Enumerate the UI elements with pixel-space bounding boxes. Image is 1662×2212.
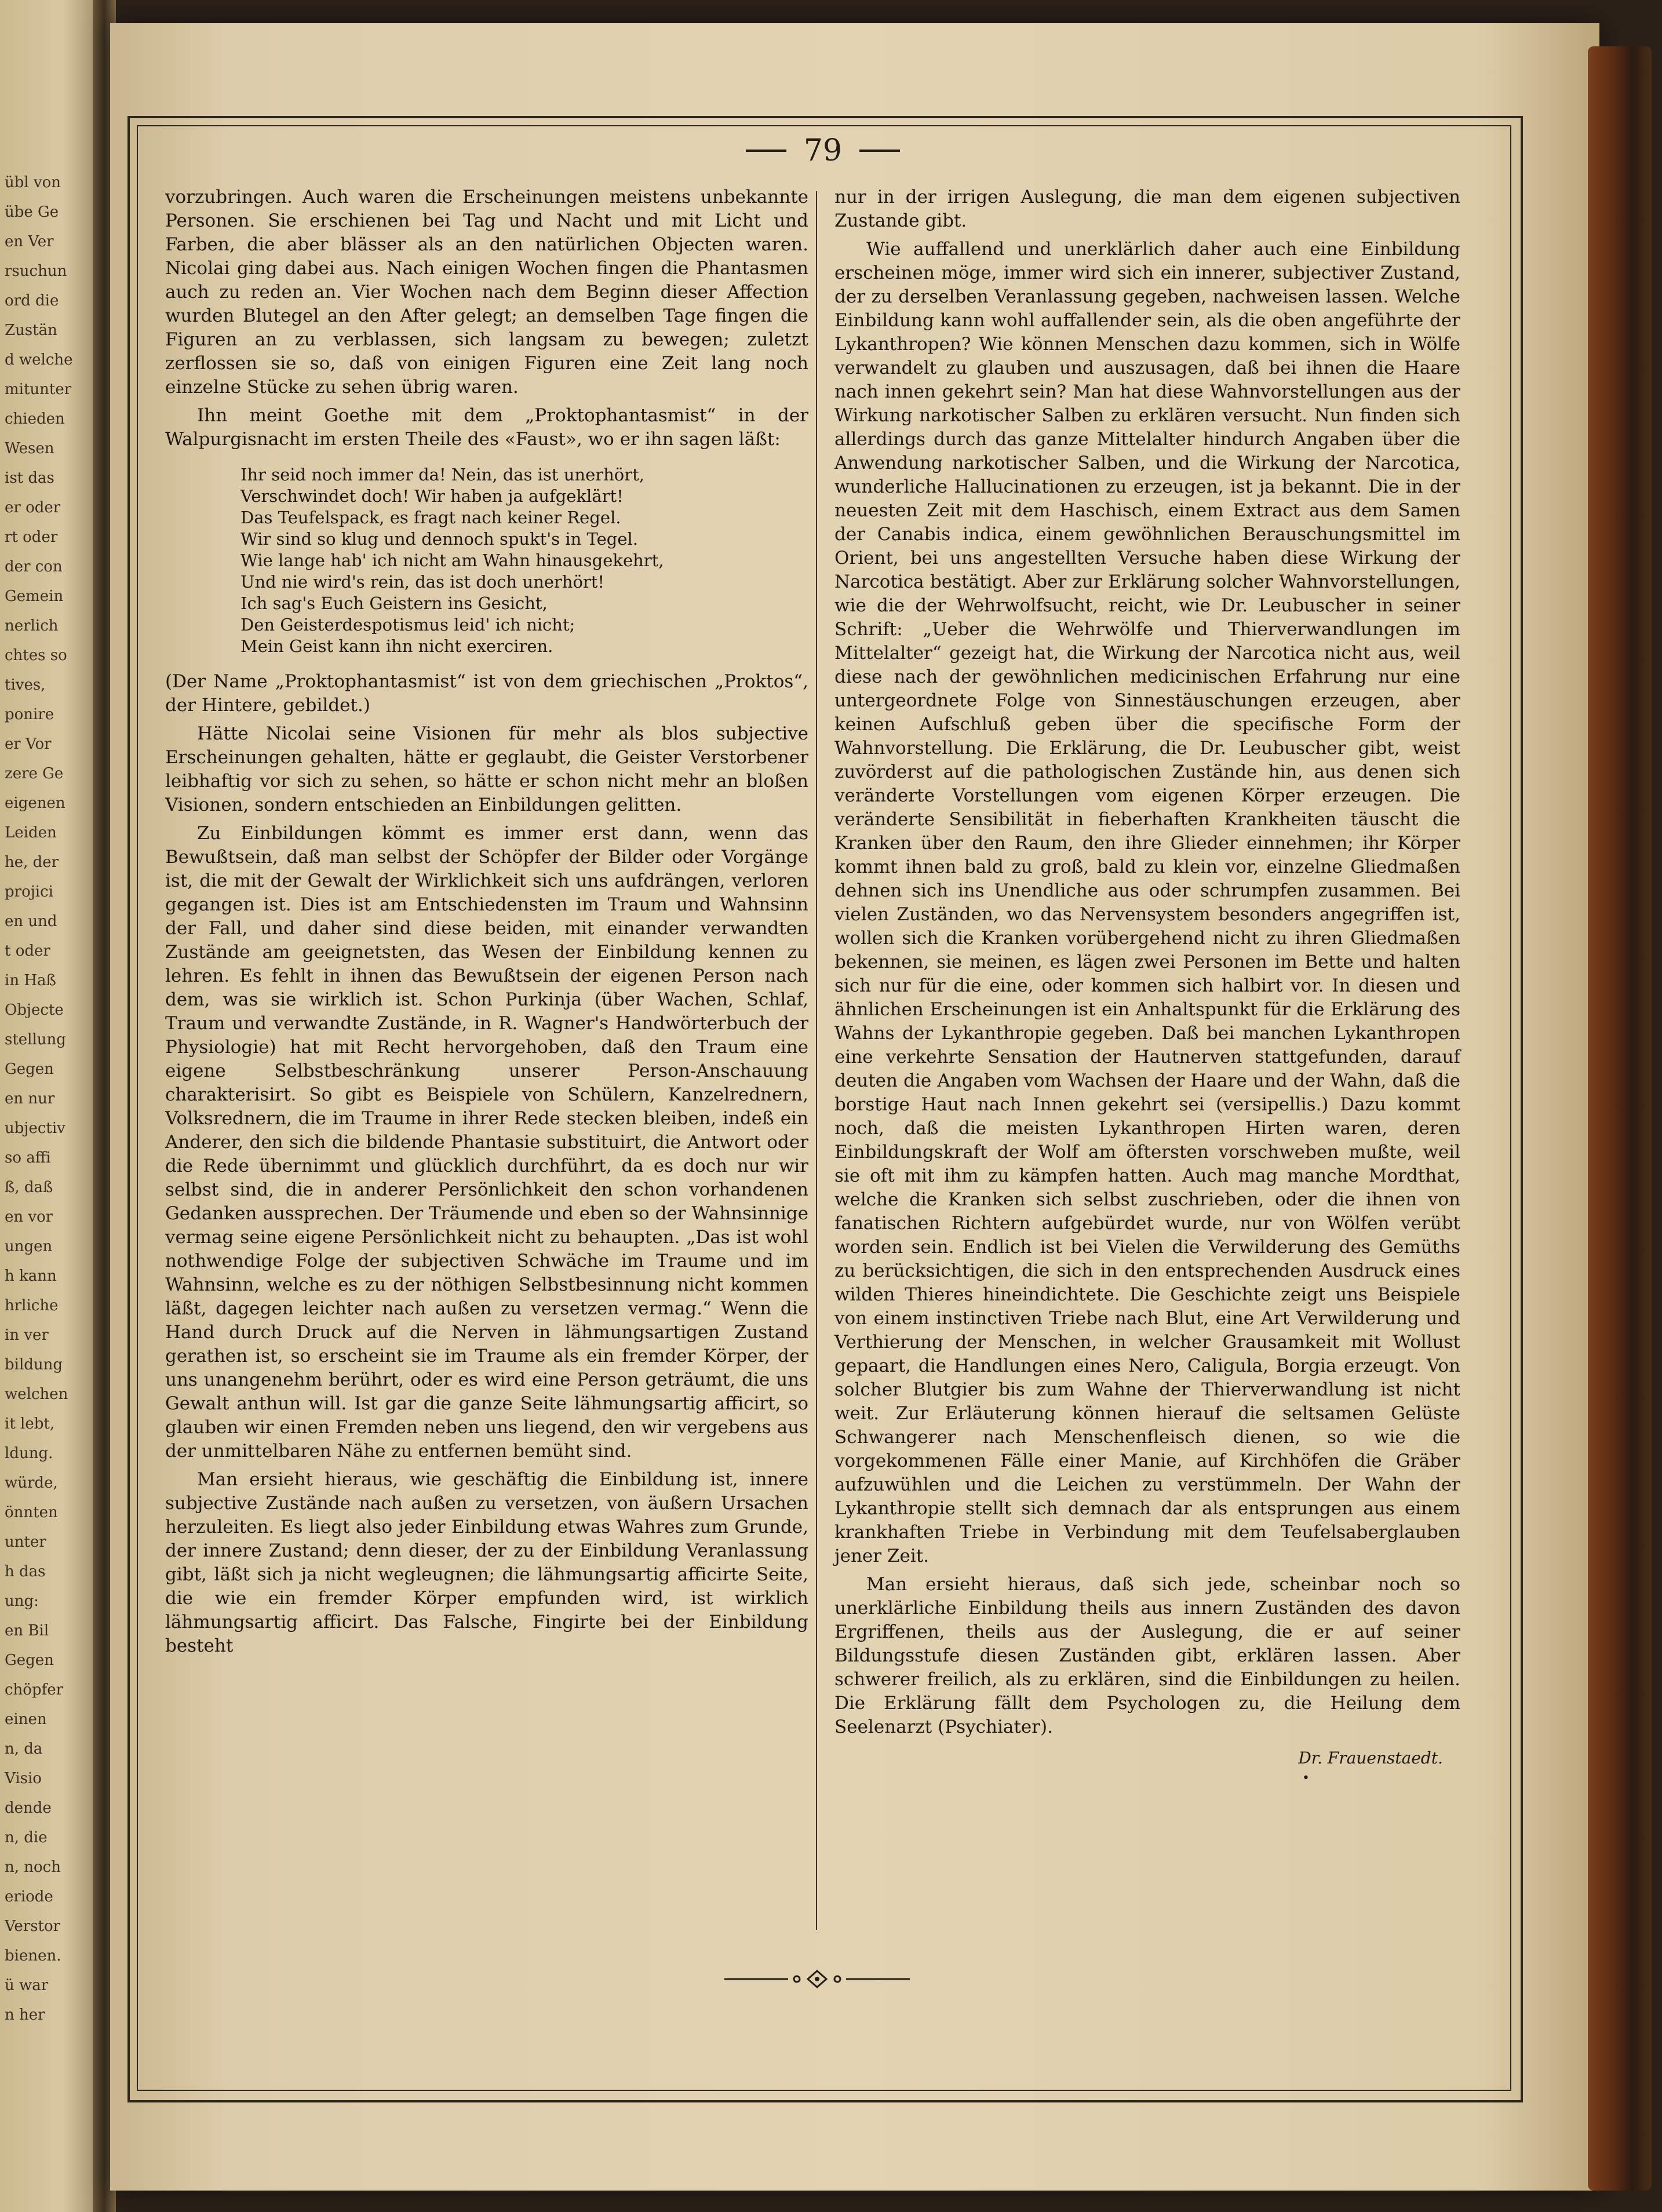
left-page-text-fragment: d welche [5,351,73,369]
left-page-text-fragment: Verstor [5,1918,61,1935]
left-page-text-fragment: projici [5,883,53,901]
left-page-text-fragment: en vor [5,1208,53,1226]
left-page-text-fragment: rt oder [5,529,58,546]
left-page-text-fragment: nerlich [5,617,59,635]
paragraph: Zu Einbildungen kömmt es immer erst dann, wenn das Bewußtsein, daß man selbst der Schöpfer der Bilder oder Vorgänge ist, die mit der Gewalt der Wirklichkeit sich uns aufdrängen, verloren gegangen ist. Dies ist am Entschiedensten im Traum und Wahnsinn der Fall, und daher sind diese beiden, mit einander verwandten Zustände am geeignetsten, das Wesen der Einbildung kennen zu lehren. Es fehlt in ihnen das Bewußtsein der eigenen Person nach dem, was sie wirklich ist. Schon Purkinja (über Wachen, Schlaf, Traum und verwandte Zustände, in R. Wagner's Handwörterbuch der Physiologie) hat mit Recht hervorgehoben, daß den Traum eine eigene Selbstbeschränkung unserer Person-Anschauung charakterisirt. So gibt es Beispiele von Schülern, Kanzelrednern, Volksrednern, die im Traume in ihrer Rede stecken bleiben, indeß ein Anderer, den sich die bildende Phantasie substituirt, die Antwort oder die Rede übernimmt und glücklich durchführt, da es doch nur wir selbst sind, die in anderer Persönlichkeit den schon vorhandenen Gedanken aussprechen. Der Träumende und eben so der Wahnsinnige vermag seine eigene Persönlichkeit nicht zu behaupten. „Das ist wohl nothwendige Folge der subjectiven Schwäche im Traume und im Wahnsinn, welche es zu der nöthigen Selbstbesinnung nicht kommen läßt, dagegen leichter nach außen zu versetzen vermag.“ Wenn die Hand durch Druck auf die Nerven in lähmungsartigen Zustand gerathen ist, so erscheint sie im Traume als ein fremder Körper, der uns unangenehm berührt, oder es wird eine Person geträumt, die uns Gewalt anthun will. Ist gar die ganze Seite lähmungsartig afficirt, so glauben wir einen Fremden neben uns liegend, den wir vergebens aus der unmittelbaren Nähe zu entfernen bemüht sind. [165,823,808,1462]
author-signature: Dr. Frauenstaedt. [1298,1748,1443,1768]
left-page-text-fragment: mitunter [5,381,72,398]
paragraph: vorzubringen. Auch waren die Erscheinungen meistens unbekannte Personen. Sie erschienen bei Tag und Nacht und mit Licht und Farben, die aber blässer als an den natürlichen Objecten waren. Nicolai ging dabei aus. Nach einigen Wochen fingen die Phantasmen auch zu reden an. Vier Wochen nach dem Beginn dieser Affection wurden Blutegel an den After gelegt; an demselben Tage fingen die Figuren an zu verblassen, sich langsam zu bewegen; zuletzt zerflossen sie so, daß von einigen Figuren eine Zeit lang noch einzelne Stücke zu sehen übrig waren. [165,187,808,398]
left-page-text-fragment: ß, daß [5,1179,53,1196]
left-page-text-fragment: so affi [5,1149,51,1167]
left-page-text-fragment: übe Ge [5,203,59,221]
end-ornament [724,1967,910,1991]
paragraph: Man ersieht hieraus, daß sich jede, scheinbar noch so unerklärliche Einbildung theils aus innern Zuständen des davon Ergriffenen, theils aus der Auslegung, die er auf seiner Bildungsstufe diesen Zuständen gibt, erklären lassen. Aber schwerer freilich, als zu erklären, sind die Einbildungen zu heilen. Die Erklärung fällt dem Psychologen zu, die Heilung dem Seelenarzt (Psychiater). [834,1574,1460,1737]
poem-line: Den Geisterdespotismus leid' ich nicht; [240,615,575,635]
left-page-text-fragment: ü war [5,1977,49,1994]
poem-line: Wir sind so klug und dennoch spukt's in Tegel. [240,529,639,549]
left-page-text-fragment: ungen [5,1238,53,1255]
left-page-text-fragment: Wesen [5,440,54,457]
left-page-text-fragment: en Ver [5,233,54,250]
left-page-text-fragment: Gegen [5,1652,54,1669]
left-page-text-fragment: ldung. [5,1445,53,1462]
paragraph: Hätte Nicolai seine Visionen für mehr als blos subjective Erscheinungen gehalten, hätte er geglaubt, die Geister Verstorbener leibhaftig vor sich zu sehen, so hätte er schon nicht mehr an bloßen Visionen, sondern entschieden an Einbildungen gelitten. [165,723,808,815]
left-page-text-fragment: en und [5,913,57,930]
left-page-text-fragment: it lebt, [5,1415,55,1433]
paragraph: Wie auffallend und unerklärlich daher auch eine Einbildung erscheinen möge, immer wird sich ein innerer, subjectiver Zustand, der zu derselben Veranlassung gegeben, nachweisen lassen. Welche Einbildung kann wohl auffallender sein, als die oben angeführte der Lykanthropen? Wie können Menschen dazu kommen, sich in Wölfe verwandelt zu glauben und auszusagen, daß bei ihnen die Haare nach innen gekehrt sein? Man hat diese Wahnvorstellungen aus der Wirkung narkotischer Salben zu erklären versucht. Nun finden sich allerdings durch das ganze Mittelalter hindurch Angaben über die Anwendung narkotischer Salben, und die Wirkung der Narcotica, wunderliche Hallucinationen zu erzeugen, ist ja bekannt. Die in der neuesten Zeit mit dem Haschisch, einem Extract aus dem Samen der Canabis indica, einem gewöhnlichen Berauschungsmittel im Orient, bei uns angestellten Versuche haben diese Wirkung der Narcotica bestätigt. Aber zur Erklärung solcher Wahnvorstellungen, wie die der Wehrwolfsucht, reicht, wie Dr. Leubuscher in seiner Schrift: „Ueber die Wehrwölfe und Thierverwandlungen im Mittelalter“ gezeigt hat, die Wirkung der Narcotica nicht aus, weil diese nach der gewöhnlichen medicinischen Erfahrung nur eine untergeordnete Folge von Sinnestäuschungen erzeugen, aber keinen Aufschluß geben über die specifische Form der Wahnvorstellung. Die Erklärung, die Dr. Leubuscher gibt, weist zuvörderst auf die pathologischen Zustände hin, aus denen sich veränderte Vorstellungen vom eigenen Körper erzeugen. Die veränderte Sensibilität in fieberhaften Krankheiten täuscht die Kranken über den Raum, den ihre Glieder einnehmen; ihr Körper kommt ihnen bald zu groß, bald zu klein vor, einzelne Gliedmaßen dehnen sich ins Unendliche aus oder schrumpfen zusammen. Bei vielen Zuständen, wo das Nervensystem besonders angegriffen ist, wollen sich die Kranken vorübergehend nicht zu ihren Gliedmaßen bekennen, sie meinen, es lägen zwei Personen im Bette und halten sich nur für die eine, oder kommen sich halbirt vor. In diesen und ähnlichen Erscheinungen ist ein Anhaltspunkt für die Erklärung des Wahns der Lykanthropie gegeben. Daß bei manchen Lykanthropen eine verkehrte Sensation der Hautnerven stattgefunden, darauf deuten die Angaben vom Wachsen der Haare und der Wahn, daß die borstige Haut nach Innen gekehrt sei (versipellis.) Dazu kommt noch, daß die meisten Lykanthropen Hirten waren, deren Einbildungskraft der Wolf am öftersten vorschweben mußte, weil sie oft mit ihm zu kämpfen hatten. Auch mag manche Mordthat, welche die Kranken sich selbst zuschrieben, oder die ihnen von fanatischen Richtern aufgebürdet wurde, nur von Wölfen verübt worden sein. Endlich ist bei Vielen die Verwilderung des Gemüths zu berücksichtigen, die sich in den entsprechenden Ausdruck eines wilden Thieres hineindichtete. Die Geschichte zeigt uns Beispiele von einem instinctiven Triebe nach Blut, eine Art Verwilderung und Verthierung der Menschen, in welcher Grausamkeit mit Wollust gepaart, die Handlungen eines Nero, Caligula, Borgia erzeugt. Von solcher Blutgier bis zum Wahne der Thierverwandlung ist nicht weit. Zur Erläuterung können hierauf die seltsamen Gelüste Schwangerer nach Menschenfleisch dienen, so wie die vorgekommenen Fälle einer Manie, auf Kirchhöfen die Gräber aufzuwühlen und die Leichen zu verstümmeln. Der Wahn der Lykanthropie stellt sich demnach dar als entsprungen aus einem krankhaften Triebe in Verbindung mit dem Teufelsaberglauben jener Zeit. [834,239,1460,1566]
poem-line: Wie lange hab' ich nicht am Wahn hinausgekehrt, [240,551,664,570]
left-page-text-fragment: unter [5,1533,46,1551]
left-page-text-fragment: welchen [5,1386,68,1403]
left-page-text-fragment: in Haß [5,972,56,989]
column-right [834,185,1460,1787]
left-page-text-fragment: bienen. [5,1947,61,1965]
left-page-edge [0,0,104,2212]
left-page-text-fragment: bildung [5,1356,63,1373]
paragraph: nur in der irrigen Auslegung, die man dem eigenen subjectiven Zustande gibt. [834,187,1460,231]
left-page-text-fragment: eriode [5,1888,53,1905]
left-page-text-fragment: h kann [5,1267,57,1285]
left-page-text-fragment: ubjectiv [5,1120,65,1137]
left-page-text-fragment: Objecte [5,1001,64,1019]
left-page-text-fragment: en nur [5,1090,55,1107]
header-rule-left [746,150,786,152]
left-page-text-fragment: ord die [5,292,59,309]
left-page-text-fragment: ponire [5,706,54,723]
header-rule-right [859,150,900,152]
poem-line: Ihr seid noch immer da! Nein, das ist unerhört, [240,465,644,484]
left-page-text-fragment: dende [5,1799,52,1817]
left-page-text-fragment: n, die [5,1829,48,1846]
left-page-text-fragment: er oder [5,499,61,516]
left-page-text-fragment: ung: [5,1593,39,1610]
left-page-text-fragment: würde, [5,1474,58,1492]
column-divider [816,191,817,1930]
left-page-text-fragment: er Vor [5,735,52,753]
poem-line: Das Teufelspack, es fragt nach keiner Regel. [240,508,621,527]
poem-line: Und nie wird's rein, das ist doch unerhört! [240,572,605,592]
left-page-text-fragment: hrliche [5,1297,59,1314]
left-page-text-fragment: ist das [5,469,54,487]
left-page-text-fragment: h das [5,1563,46,1580]
column-left [165,185,808,1663]
left-page-text-fragment: n, da [5,1740,43,1758]
left-page-text-fragment: n her [5,2006,45,2024]
left-page-text-fragment: der con [5,558,63,575]
left-page-text-fragment: chöpfer [5,1681,64,1699]
signature-mark: • [1302,1771,1310,1785]
poem-quote [240,464,808,657]
left-page-text-fragment: önnten [5,1504,58,1521]
paragraph: Man ersieht hieraus, wie geschäftig die Einbildung ist, innere subjective Zustände nach außen zu versetzen, von äußern Ursachen herzuleiten. Es liegt also jeder Einbildung etwas Wahres zum Grunde, der innere Zustand; denn dieser, der zu der Einbildung Veranlassung gibt, läßt sich ja nicht wegleugnen; die lähmungsartig afficirte Seite, die wie ein fremder Körper empfunden wird, ist wirklich lähmungsartig afficirt. Das Falsche, Fingirte bei der Einbildung besteht [165,1469,808,1656]
page-header [137,130,1509,171]
left-page-text-fragment: Visio [5,1770,42,1787]
left-page-text-fragment: en Bil [5,1622,49,1639]
poem-line: Ich sag's Euch Geistern ins Gesicht, [240,593,548,613]
poem-line: Mein Geist kann ihn nicht exerciren. [240,636,553,656]
left-page-text-fragment: Zustän [5,322,57,339]
left-page-text-fragment: Leiden [5,824,57,841]
paragraph: Ihn meint Goethe mit dem „Proktophantasmist“ in der Walpurgisnacht im ersten Theile des «Faust», wo er ihn sagen läßt: [165,405,808,450]
left-page-text-fragment: in ver [5,1327,49,1344]
left-page-text-fragment: übl von [5,174,61,191]
left-page-text-fragment: t oder [5,942,50,960]
left-page-text-fragment: eigenen [5,795,65,812]
left-page-text-fragment: zere Ge [5,765,64,782]
left-page-text-fragment: he, der [5,854,59,871]
paragraph: (Der Name „Proktophantasmist“ ist von dem griechischen „Proktos“, der Hintere, gebildet.) [165,671,808,716]
left-page-text-fragment: rsuchun [5,263,67,280]
poem-line: Verschwindet doch! Wir haben ja aufgeklärt! [240,486,624,506]
left-page-text-fragment: Gemein [5,588,64,605]
left-page-text-fragment: chieden [5,410,65,428]
book-spine [1588,46,1652,2191]
left-page-text-fragment: tives, [5,676,46,694]
left-page-text-fragment: stellung [5,1031,66,1048]
left-page-text-fragment: chtes so [5,647,67,664]
left-page-text-fragment: Gegen [5,1061,54,1078]
page-number: 79 [803,133,843,168]
left-page-text-fragment: einen [5,1711,47,1728]
left-page-text-fragment: n, noch [5,1858,61,1876]
